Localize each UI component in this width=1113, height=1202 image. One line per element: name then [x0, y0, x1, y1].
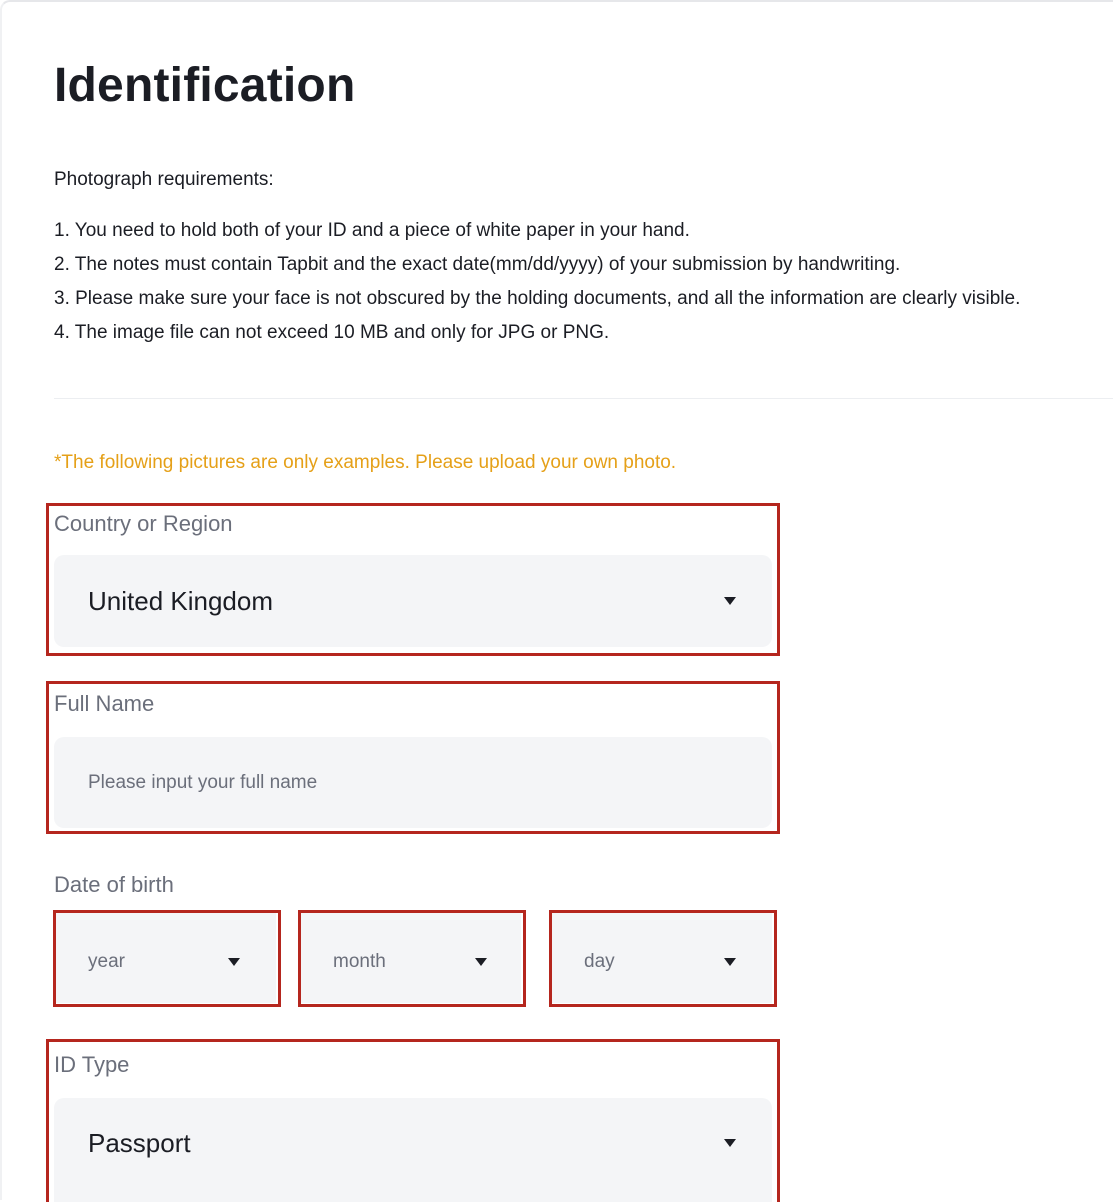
caret-down-icon: [724, 597, 736, 605]
full-name-placeholder: Please input your full name: [88, 772, 318, 793]
dob-month-placeholder: month: [333, 951, 386, 972]
dob-year-select[interactable]: [56, 913, 276, 1003]
requirement-item: 1. You need to hold both of your ID and a piece of white paper in your hand.: [54, 220, 690, 241]
requirements-list: [54, 214, 1020, 350]
full-name-input[interactable]: [54, 737, 772, 828]
dob-day-placeholder: day: [584, 951, 615, 972]
requirements-heading: Photograph requirements:: [54, 169, 274, 190]
requirement-item: 3. Please make sure your face is not obscured by the holding documents, and all the information are clearly visible.: [54, 288, 1021, 309]
dob-year-placeholder: year: [88, 951, 125, 972]
example-note: *The following pictures are only examples. Please upload your own photo.: [54, 452, 677, 473]
country-label: Country or Region: [54, 511, 233, 536]
caret-down-icon: [475, 958, 487, 966]
caret-down-icon: [228, 958, 240, 966]
id-type-selected-value: Passport: [88, 1128, 191, 1158]
id-type-label: ID Type: [54, 1052, 130, 1077]
id-type-select[interactable]: [54, 1098, 772, 1202]
full-name-label: Full Name: [54, 691, 155, 716]
page-title: Identification: [54, 59, 356, 112]
dob-label: Date of birth: [54, 872, 174, 897]
country-select[interactable]: [54, 555, 772, 647]
caret-down-icon: [724, 958, 736, 966]
dob-month-select[interactable]: [301, 913, 521, 1003]
requirement-item: 4. The image file can not exceed 10 MB and only for JPG or PNG.: [54, 322, 610, 343]
section-divider: [54, 398, 1113, 399]
dob-day-select[interactable]: [552, 913, 772, 1003]
caret-down-icon: [724, 1139, 736, 1147]
country-selected-value: United Kingdom: [88, 586, 273, 616]
requirement-item: 2. The notes must contain Tapbit and the exact date(mm/dd/yyyy) of your submission by handwriting.: [54, 254, 901, 275]
